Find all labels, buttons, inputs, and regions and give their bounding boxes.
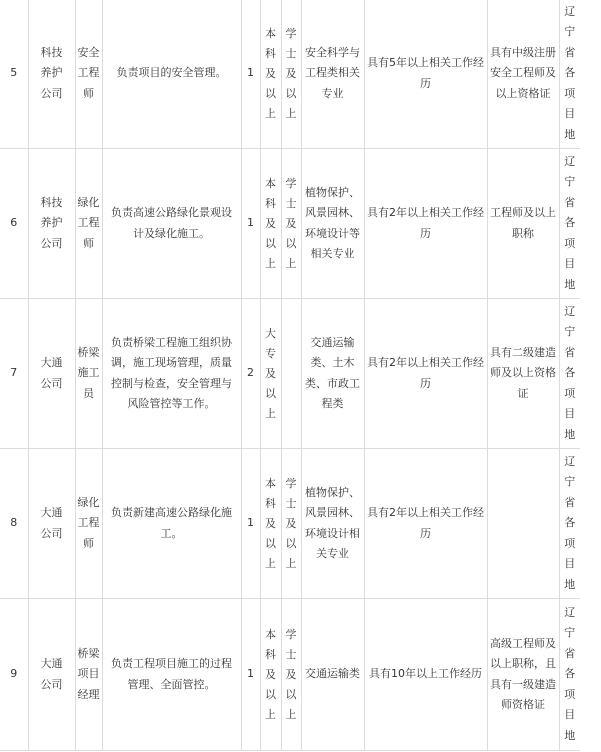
company-cell <box>28 449 75 599</box>
position-cell <box>75 0 102 149</box>
major-text: 交通运输类 <box>305 667 360 681</box>
certificate-text: 工程师及以上职称 <box>490 206 556 240</box>
certificate-cell <box>487 299 559 449</box>
company-text: 大通公司 <box>40 657 63 691</box>
experience-cell <box>364 149 487 299</box>
no-text: 6 <box>10 216 18 230</box>
company-cell <box>28 149 75 299</box>
degree-cell <box>281 599 301 751</box>
experience-text: 具有10年以上工作经历 <box>369 667 482 681</box>
company-cell <box>28 599 75 751</box>
headcount-cell <box>241 149 260 299</box>
education-text: 本科及以上 <box>265 627 276 721</box>
degree-cell <box>281 299 301 449</box>
count-text: 1 <box>247 66 254 80</box>
location-text: 辽宁省各项目地 <box>564 154 576 291</box>
major-cell <box>301 0 364 149</box>
position-text: 绿化工程师 <box>77 495 100 550</box>
major-cell <box>301 149 364 299</box>
certificate-cell <box>487 0 559 149</box>
count-text: 1 <box>247 216 254 230</box>
duty-cell <box>102 0 241 149</box>
duty-cell <box>102 449 241 599</box>
table-row <box>0 0 580 149</box>
company-text: 大通公司 <box>40 356 63 390</box>
position-text: 安全工程师 <box>77 45 100 100</box>
row-number <box>0 0 28 149</box>
certificate-cell <box>487 449 559 599</box>
location-text: 辽宁省各项目地 <box>564 454 576 591</box>
duty-text: 负责桥梁工程施工组织协调，施工现场管理，质量控制与检查，安全管理与风险管控等工作。 <box>111 335 232 410</box>
experience-cell <box>364 299 487 449</box>
degree-cell <box>281 0 301 149</box>
education-cell <box>260 0 281 149</box>
duty-text: 负责高速公路绿化景观设计及绿化施工。 <box>111 206 232 240</box>
duty-text: 负责工程项目施工的过程管理、全面管控。 <box>111 657 232 691</box>
degree-text: 学士及以上 <box>285 476 297 570</box>
location-text: 辽宁省各项目地 <box>564 605 576 742</box>
education-cell <box>260 599 281 751</box>
count-text: 1 <box>247 667 254 681</box>
education-text: 本科及以上 <box>265 26 276 120</box>
degree-text: 学士及以上 <box>285 176 297 270</box>
position-text: 桥梁施工员 <box>77 345 100 400</box>
no-text: 9 <box>10 667 18 681</box>
experience-cell <box>364 599 487 751</box>
degree-cell <box>281 449 301 599</box>
company-text: 科技养护公司 <box>40 195 63 250</box>
position-cell <box>75 449 102 599</box>
experience-text: 具有5年以上相关工作经历 <box>367 56 484 90</box>
major-text: 安全科学与工程类相关专业 <box>305 45 360 100</box>
row-number <box>0 149 28 299</box>
row-number <box>0 599 28 751</box>
company-cell <box>28 299 75 449</box>
table-row <box>0 299 580 449</box>
duty-text: 负责新建高速公路绿化施工。 <box>111 506 232 540</box>
headcount-cell <box>241 299 260 449</box>
certificate-cell <box>487 149 559 299</box>
major-cell <box>301 449 364 599</box>
certificate-cell <box>487 599 559 751</box>
position-cell <box>75 149 102 299</box>
major-text: 植物保护、风景园林、环境设计等相关专业 <box>305 185 360 260</box>
count-text: 2 <box>247 366 254 380</box>
experience-text: 具有2年以上相关工作经历 <box>367 506 484 540</box>
location-cell <box>559 149 580 299</box>
degree-text: 学士及以上 <box>285 627 297 721</box>
experience-cell <box>364 0 487 149</box>
experience-cell <box>364 449 487 599</box>
location-text: 辽宁省各项目地 <box>564 304 576 441</box>
company-cell <box>28 0 75 149</box>
duty-cell <box>102 599 241 751</box>
education-cell <box>260 149 281 299</box>
count-text: 1 <box>247 516 254 530</box>
education-cell <box>260 449 281 599</box>
company-text: 科技养护公司 <box>40 45 63 100</box>
experience-text: 具有2年以上相关工作经历 <box>367 356 484 390</box>
position-cell <box>75 599 102 751</box>
education-cell <box>260 299 281 449</box>
headcount-cell <box>241 449 260 599</box>
certificate-text: 具有二级建造师及以上资格证 <box>490 345 556 400</box>
location-text: 辽宁省各项目地 <box>564 4 576 141</box>
table-row <box>0 449 580 599</box>
row-number <box>0 449 28 599</box>
certificate-text: 高级工程师及以上职称，且具有一级建造师资格证 <box>490 636 556 711</box>
major-cell <box>301 299 364 449</box>
education-text: 本科及以上 <box>265 476 276 570</box>
degree-cell <box>281 149 301 299</box>
location-cell <box>559 449 580 599</box>
degree-text: 学士及以上 <box>285 26 297 120</box>
row-number <box>0 299 28 449</box>
education-text: 大专及以上 <box>265 326 276 420</box>
headcount-cell <box>241 0 260 149</box>
certificate-text: 具有中级注册安全工程师及以上资格证 <box>490 45 556 100</box>
duty-cell <box>102 149 241 299</box>
duty-text: 负责项目的安全管理。 <box>116 66 227 80</box>
position-cell <box>75 299 102 449</box>
education-text: 本科及以上 <box>265 176 276 270</box>
experience-text: 具有2年以上相关工作经历 <box>367 206 484 240</box>
no-text: 5 <box>10 66 18 80</box>
location-cell <box>559 599 580 751</box>
major-text: 植物保护、风景园林、环境设计相关专业 <box>305 485 360 560</box>
duty-cell <box>102 299 241 449</box>
major-cell <box>301 599 364 751</box>
company-text: 大通公司 <box>40 506 63 540</box>
headcount-cell <box>241 599 260 751</box>
major-text: 交通运输类、土木类、市政工程类 <box>305 335 360 410</box>
table-row <box>0 149 580 299</box>
no-text: 8 <box>10 516 18 530</box>
position-text: 桥梁项目经理 <box>77 646 100 701</box>
location-cell <box>559 299 580 449</box>
position-text: 绿化工程师 <box>77 195 100 250</box>
no-text: 7 <box>10 366 18 380</box>
table-row <box>0 599 580 751</box>
location-cell <box>559 0 580 149</box>
